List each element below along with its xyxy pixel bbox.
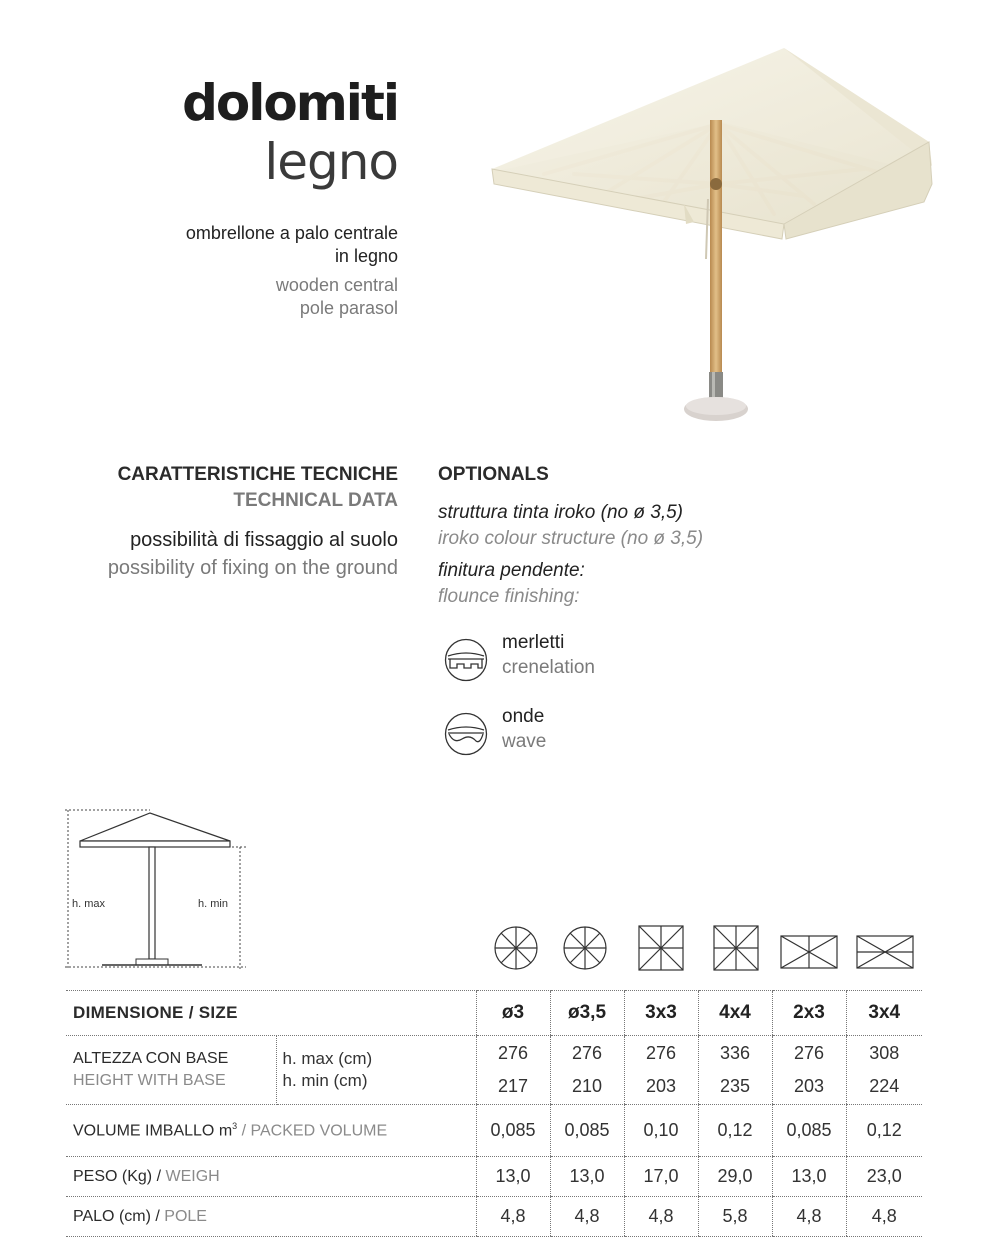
volume-value: 0,085	[772, 1105, 846, 1157]
hmin-value: 203	[645, 1076, 677, 1096]
table-row-pole	[66, 1197, 922, 1237]
volume-value: 0,085	[550, 1105, 624, 1157]
height-sub-labels	[276, 1036, 476, 1105]
optional-structure-it: struttura tinta iroko (no ø 3,5)	[438, 502, 683, 523]
round-8-ribs-icon	[495, 927, 537, 969]
optional-finish-it: finitura pendente:	[438, 560, 585, 581]
product-name: dolomiti	[182, 74, 398, 132]
finish-wave-it: onde	[502, 706, 545, 727]
size-col-5: 2x3	[772, 991, 846, 1036]
hmax-value: 276	[497, 1043, 529, 1063]
pole-label-en: POLE	[164, 1207, 207, 1225]
tech-heading-it: CARATTERISTICHE TECNICHE	[117, 464, 398, 485]
description-it-line-2: in legno	[334, 246, 398, 266]
volume-unit-sup: 3	[232, 1120, 238, 1131]
table-row-weight	[66, 1157, 922, 1197]
table-row-volume	[66, 1105, 922, 1157]
pole-label	[66, 1197, 476, 1237]
pole-label-it: PALO (cm) /	[73, 1207, 165, 1225]
product-subname: legno	[264, 133, 398, 191]
rectangle-icon	[857, 936, 913, 968]
height-label-it: ALTEZZA CON BASE	[73, 1050, 229, 1067]
parasol-photo	[484, 24, 954, 424]
size-header-label: DIMENSIONE / SIZE	[66, 991, 476, 1036]
optionals-heading: OPTIONALS	[438, 464, 549, 485]
optional-structure-en: iroko colour structure (no ø 3,5)	[438, 528, 704, 549]
hmax-value: 276	[645, 1043, 677, 1063]
hmax-value: 276	[571, 1043, 603, 1063]
optionals	[438, 462, 703, 610]
hmin-value: 224	[869, 1076, 900, 1096]
technical-data	[108, 462, 398, 582]
table-row-height	[66, 1036, 922, 1105]
weight-label-it: PESO (Kg) /	[73, 1167, 166, 1185]
size-col-3: 3x3	[624, 991, 698, 1036]
weight-value: 13,0	[550, 1157, 624, 1197]
hmin-value: 217	[497, 1076, 529, 1096]
pole-value: 5,8	[698, 1197, 772, 1237]
finish-wave-en: wave	[502, 731, 547, 752]
size-col-2: ø3,5	[550, 991, 624, 1036]
tech-heading-en: TECHNICAL DATA	[233, 490, 398, 511]
weight-value: 13,0	[476, 1157, 550, 1197]
hmin-label: h. min (cm)	[282, 1071, 368, 1090]
tech-line-en: possibility of fixing on the ground	[107, 557, 398, 579]
table-header-row	[66, 991, 922, 1036]
spec-table	[66, 990, 922, 1237]
diagram-hmin-label: h. min	[198, 898, 228, 910]
weight-label-en: WEIGH	[165, 1167, 220, 1185]
crenelation-icon	[444, 638, 488, 682]
volume-label-it: VOLUME IMBALLO m	[73, 1122, 233, 1140]
hmin-value: 235	[719, 1076, 751, 1096]
volume-value: 0,085	[476, 1105, 550, 1157]
description-en-line-1: wooden central	[275, 275, 398, 295]
finish-crenelation	[444, 630, 595, 682]
weight-value: 29,0	[698, 1157, 772, 1197]
round-8-ribs-icon	[564, 927, 606, 969]
weight-value: 13,0	[772, 1157, 846, 1197]
volume-value: 0,12	[698, 1105, 772, 1157]
finish-wave	[444, 704, 546, 756]
hmin-value: 210	[571, 1076, 603, 1096]
finish-crenelation-en: crenelation	[502, 657, 595, 678]
hmin-value: 203	[793, 1076, 825, 1096]
description-it-line-1: ombrellone a palo centrale	[185, 223, 398, 243]
height-label-en: HEIGHT WITH BASE	[73, 1072, 226, 1089]
pole-value: 4,8	[550, 1197, 624, 1237]
pole-value: 4,8	[624, 1197, 698, 1237]
diagram-hmax-label: h. max	[72, 898, 106, 910]
hmax-value: 276	[793, 1043, 825, 1063]
square-icon	[639, 926, 683, 970]
pole-value: 4,8	[772, 1197, 846, 1237]
square-icon	[714, 926, 758, 970]
hmax-value: 308	[869, 1043, 900, 1063]
volume-value: 0,12	[846, 1105, 922, 1157]
description-en-line-2: pole parasol	[299, 298, 398, 318]
weight-value: 17,0	[624, 1157, 698, 1197]
volume-label-en: / PACKED VOLUME	[237, 1122, 388, 1140]
size-col-1: ø3	[476, 991, 550, 1036]
volume-label	[66, 1105, 476, 1157]
pole-value: 4,8	[476, 1197, 550, 1237]
size-col-4: 4x4	[698, 991, 772, 1036]
volume-value: 0,10	[624, 1105, 698, 1157]
product-description	[186, 222, 398, 320]
height-diagram	[60, 805, 250, 975]
title-block	[182, 72, 398, 190]
description-it	[186, 222, 398, 268]
weight-label	[66, 1157, 476, 1197]
description-en	[186, 274, 398, 320]
tech-line-it: possibilità di fissaggio al suolo	[130, 529, 398, 551]
optional-finish-en: flounce finishing:	[438, 586, 580, 607]
pole-value: 4,8	[846, 1197, 922, 1237]
hmax-value: 336	[719, 1043, 751, 1063]
rectangle-icon	[781, 936, 837, 968]
finish-crenelation-it: merletti	[502, 632, 565, 653]
height-label	[66, 1036, 276, 1105]
weight-value: 23,0	[846, 1157, 922, 1197]
size-col-6: 3x4	[846, 991, 922, 1036]
shape-icons	[476, 920, 926, 980]
hmax-label: h. max (cm)	[282, 1049, 373, 1068]
wave-icon	[444, 712, 488, 756]
